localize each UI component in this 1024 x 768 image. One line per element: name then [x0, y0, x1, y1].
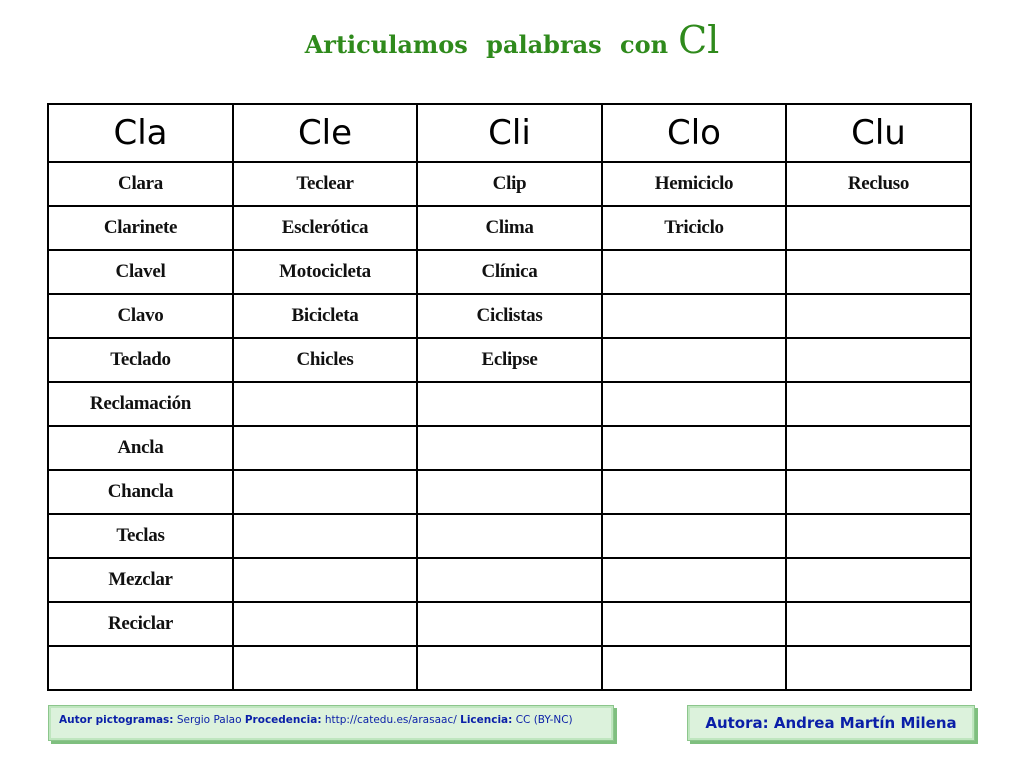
- table-cell: [233, 602, 417, 646]
- table-cell: [602, 338, 786, 382]
- header-row: [48, 104, 971, 162]
- credit-box: [687, 705, 975, 741]
- table-cell: [602, 294, 786, 338]
- table-cell: [602, 558, 786, 602]
- attribution-box: [48, 705, 614, 741]
- table-cell: [417, 470, 602, 514]
- table-row: [48, 338, 971, 382]
- table-cell: Recluso: [786, 162, 971, 206]
- author-label: Autor pictogramas:: [59, 714, 174, 726]
- table-cell: [786, 514, 971, 558]
- table-cell: [233, 646, 417, 690]
- word-table: [47, 103, 972, 691]
- author-value: Sergio Palao: [176, 714, 242, 726]
- table-cell: [786, 558, 971, 602]
- table-cell: [602, 470, 786, 514]
- origin-link[interactable]: http://catedu.es/arasaac/: [324, 714, 457, 726]
- table-cell: [233, 382, 417, 426]
- table-cell: [786, 426, 971, 470]
- table-cell: Reclamación: [48, 382, 233, 426]
- column-header-clo: Clo: [602, 104, 786, 162]
- table-cell: [786, 338, 971, 382]
- table-cell: [602, 646, 786, 690]
- credit-text: Autora: Andrea Martín Milena: [705, 714, 957, 732]
- table-cell: [233, 426, 417, 470]
- table-cell: Ancla: [48, 426, 233, 470]
- table-cell: Mezclar: [48, 558, 233, 602]
- license-label: Licencia:: [460, 714, 513, 726]
- table-cell: [786, 294, 971, 338]
- table-cell: Reciclar: [48, 602, 233, 646]
- table-row: [48, 382, 971, 426]
- table-cell: Chancla: [48, 470, 233, 514]
- table-cell: Teclado: [48, 338, 233, 382]
- table-cell: [786, 250, 971, 294]
- table-cell: [786, 470, 971, 514]
- title-text: Articulamos palabras con: [304, 30, 669, 59]
- table-cell: Teclear: [233, 162, 417, 206]
- table-cell: Clip: [417, 162, 602, 206]
- table-row: [48, 514, 971, 558]
- table-cell: Hemiciclo: [602, 162, 786, 206]
- table-cell: Bicicleta: [233, 294, 417, 338]
- table-cell: Clarinete: [48, 206, 233, 250]
- table-row: [48, 206, 971, 250]
- table-cell: Clavo: [48, 294, 233, 338]
- table-cell: Eclipse: [417, 338, 602, 382]
- table-cell: [602, 426, 786, 470]
- table-cell: [417, 382, 602, 426]
- table-cell: [233, 558, 417, 602]
- title-syllable: Cl: [678, 18, 720, 62]
- table-cell: Ciclistas: [417, 294, 602, 338]
- table-cell: [233, 514, 417, 558]
- table-cell: Clima: [417, 206, 602, 250]
- table-cell: [786, 602, 971, 646]
- column-header-cla: Cla: [48, 104, 233, 162]
- table-cell: Esclerótica: [233, 206, 417, 250]
- table-cell: [602, 382, 786, 426]
- table-row: [48, 602, 971, 646]
- license-value: CC (BY-NC): [515, 714, 573, 726]
- table-cell: [602, 250, 786, 294]
- table-cell: [417, 426, 602, 470]
- table-cell: [602, 602, 786, 646]
- table-cell: Teclas: [48, 514, 233, 558]
- table-cell: [48, 646, 233, 690]
- table-row: [48, 470, 971, 514]
- table-cell: Triciclo: [602, 206, 786, 250]
- table-cell: [417, 558, 602, 602]
- table-row: [48, 294, 971, 338]
- table-cell: [417, 602, 602, 646]
- table-row: [48, 426, 971, 470]
- table-row: [48, 162, 971, 206]
- table-cell: [233, 470, 417, 514]
- table-cell: Clínica: [417, 250, 602, 294]
- column-header-cle: Cle: [233, 104, 417, 162]
- table-cell: [786, 646, 971, 690]
- page-title: [0, 18, 1024, 62]
- table-cell: [786, 382, 971, 426]
- table-cell: [417, 514, 602, 558]
- table-cell: Clavel: [48, 250, 233, 294]
- table-cell: [417, 646, 602, 690]
- table-row: [48, 646, 971, 690]
- table-cell: Motocicleta: [233, 250, 417, 294]
- table-row: [48, 250, 971, 294]
- origin-label: Procedencia:: [244, 714, 322, 726]
- table-cell: [786, 206, 971, 250]
- column-header-clu: Clu: [786, 104, 971, 162]
- table-cell: [602, 514, 786, 558]
- table-row: [48, 558, 971, 602]
- column-header-cli: Cli: [417, 104, 602, 162]
- table-cell: Chicles: [233, 338, 417, 382]
- table-cell: Clara: [48, 162, 233, 206]
